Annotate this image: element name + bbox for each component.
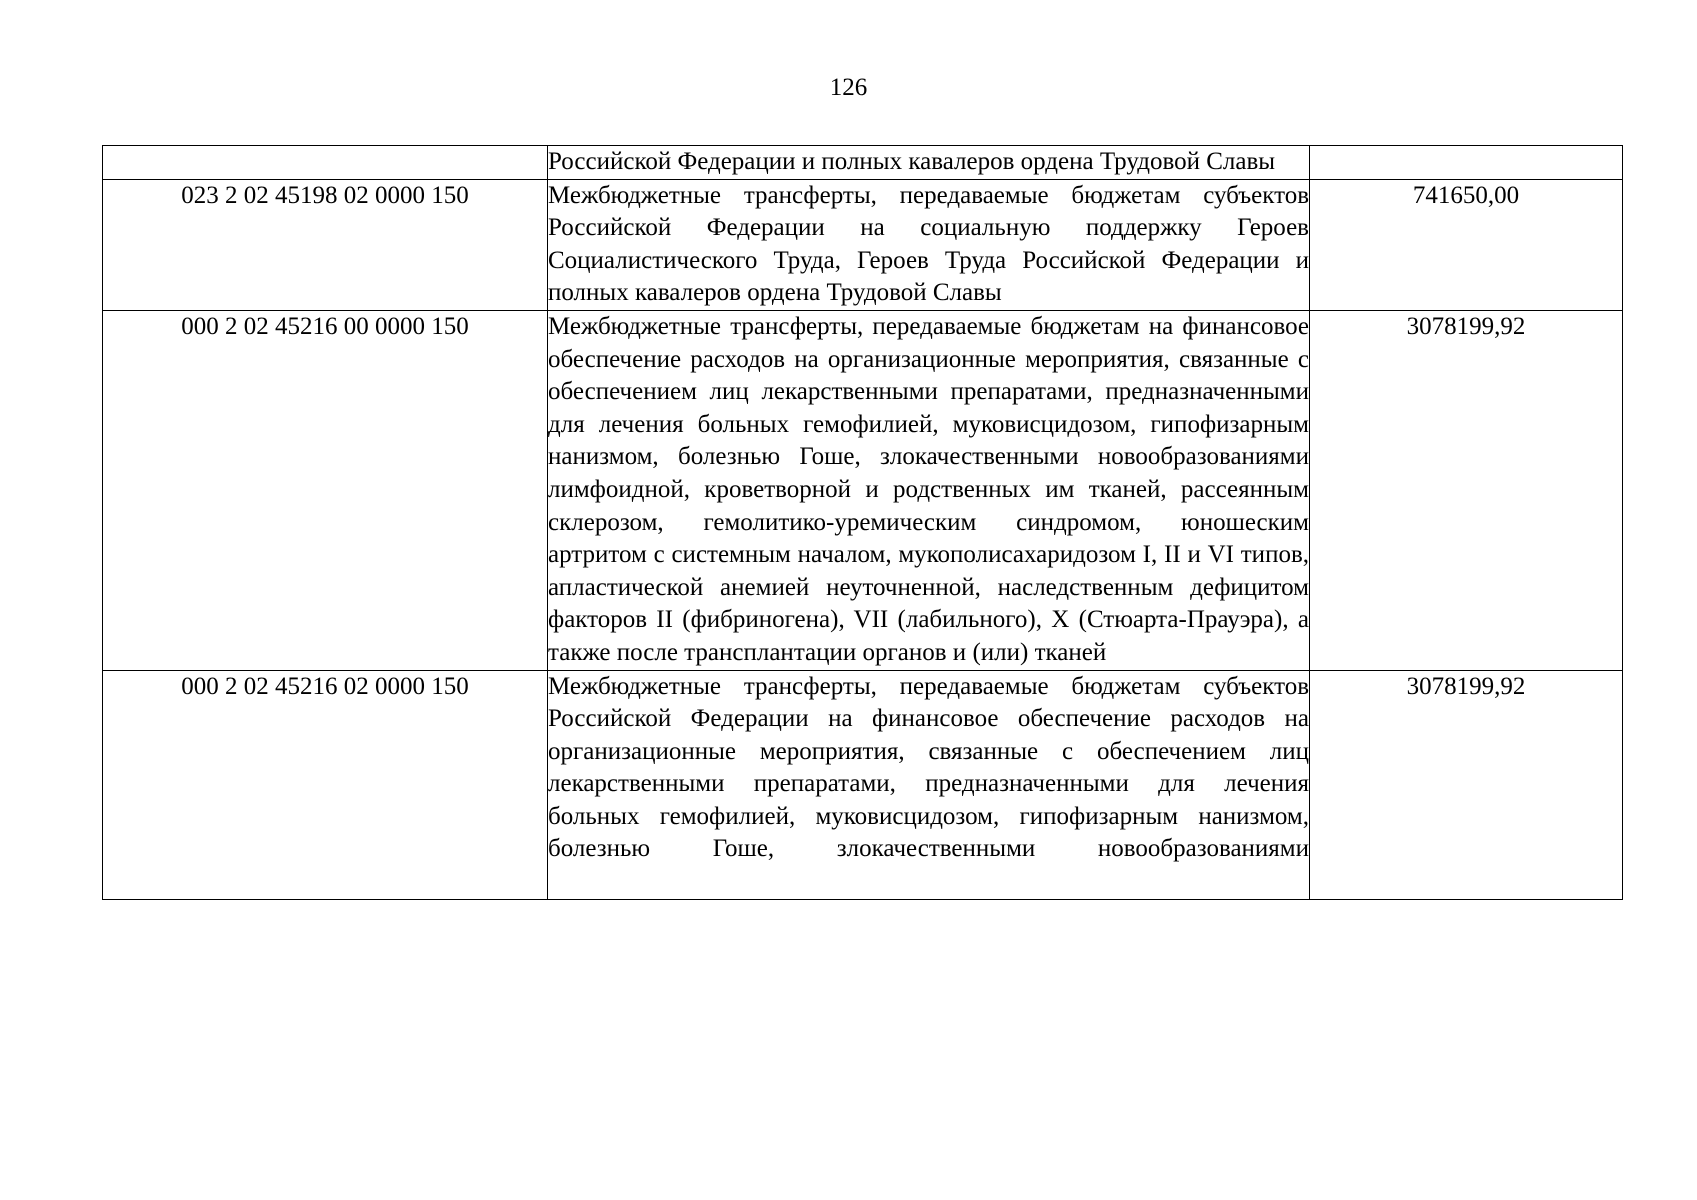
table-row	[103, 179, 1623, 310]
table-row	[103, 670, 1623, 899]
name-text: Российской Федерации и полных кавалеров ордена Трудовой Славы	[548, 148, 1276, 175]
name-text: Межбюджетные трансферты, передаваемые бюджетам субъектов Российской Федерации на социальную поддержку Героев Социалистического Труда, Героев Труда Российской Федерации и полных кавалеров ордена Трудовой Славы	[548, 181, 1309, 307]
table-row	[103, 310, 1623, 670]
name-cell	[548, 670, 1310, 899]
code-cell: 000 2 02 45216 00 0000 150	[103, 310, 548, 670]
budget-revenue-table	[102, 145, 1623, 900]
name-cell	[548, 146, 1310, 180]
code-cell: 023 2 02 45198 02 0000 150	[103, 179, 548, 310]
table-row	[103, 146, 1623, 180]
name-cell	[548, 310, 1310, 670]
code-cell	[103, 146, 548, 180]
page-number: 126	[829, 74, 868, 101]
amount-cell: 3078199,92	[1310, 670, 1623, 899]
name-cell	[548, 179, 1310, 310]
name-text: Межбюджетные трансферты, передаваемые бюджетам субъектов Российской Федерации на финансовое обеспечение расходов на организационные мероприятия, связанные с обеспечением лиц лекарственными препаратами, предназначенными для лечения больных гемофилией, муковисцидозом, гипофизарным нанизмом, болезнью Гоше, злокачественными новообразованиями	[548, 672, 1309, 863]
amount-cell: 3078199,92	[1310, 310, 1623, 670]
amount-cell: 741650,00	[1310, 179, 1623, 310]
code-cell: 000 2 02 45216 02 0000 150	[103, 670, 548, 899]
amount-cell	[1310, 146, 1623, 180]
name-text: Межбюджетные трансферты, передаваемые бюджетам на финансовое обеспечение расходов на организационные мероприятия, связанные с обеспечением лиц лекарственными препаратами, предназначенными для лечения больных гемофилией, муковисцидозом, гипофизарным нанизмом, болезнью Гоше, злокачественными новообразованиями лимфоидной, кроветворной и родственных им тканей, рассеянным склерозом, гемолитико-уремическим синдромом, юношеским артритом с системным началом, мукополисахаридозом I, II и VI типов, апластической анемией неуточненной, наследственным дефицитом факторов II (фибриногена), VII (лабильного), X (Стюарта-Прауэра), а также после трансплантации органов и (или) тканей	[548, 312, 1309, 666]
